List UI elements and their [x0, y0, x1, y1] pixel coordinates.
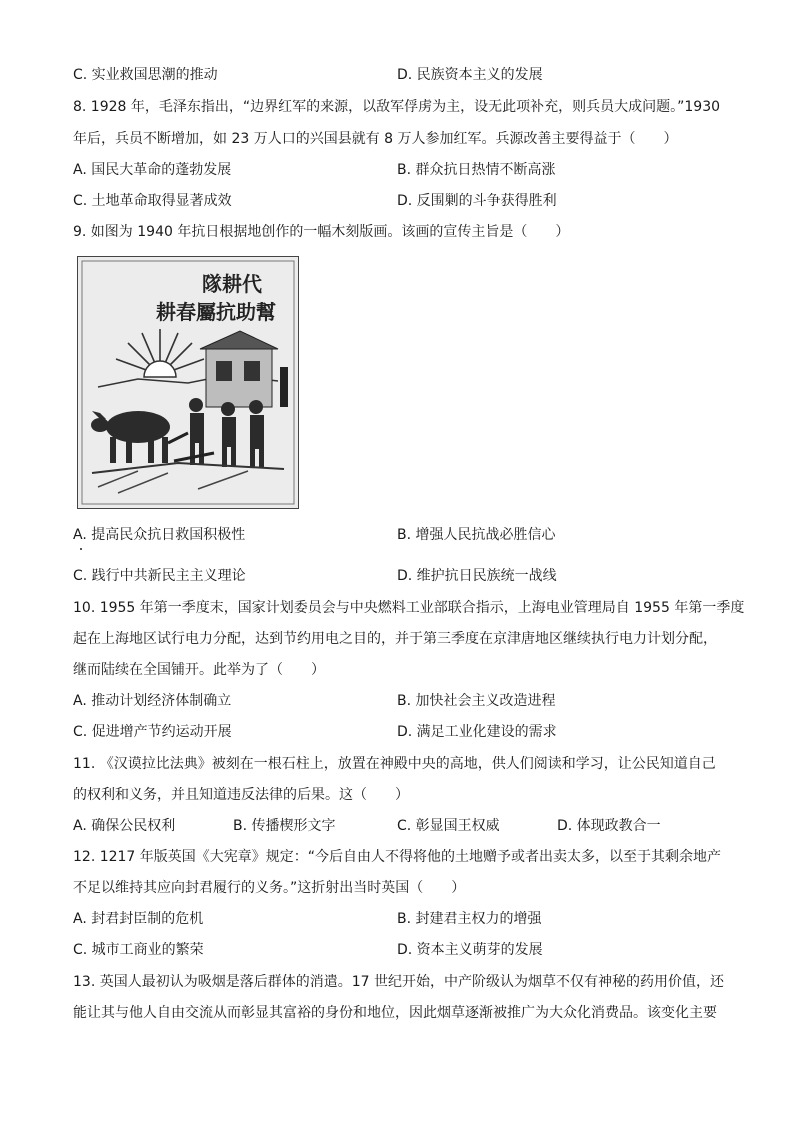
- woodcut-title-line2: 耕春屬抗助幫: [156, 300, 276, 324]
- q8-option-b: B. 群众抗日热情不断高涨: [397, 162, 556, 178]
- q9-option-d: D. 维护抗日民族统一战线: [397, 568, 557, 584]
- q10-option-a: A. 推动计划经济体制确立: [73, 693, 232, 709]
- q10-stem-line3: 继而陆续在全国铺开。此举为了（ ）: [73, 662, 325, 678]
- q11-option-d: D. 体现政教合一: [557, 818, 661, 834]
- q10-stem-line2: 起在上海地区试行电力分配，达到节约用电之目的，并于第三季度在京津唐地区继续执行电力计划分配，: [73, 631, 717, 647]
- scan-speck: [80, 548, 82, 550]
- q11-option-c: C. 彰显国王权威: [397, 818, 500, 834]
- woodcut-title-line1: 隊耕代: [202, 272, 262, 296]
- q7-option-c: C. 实业救国思潮的推动: [73, 67, 218, 83]
- q12-option-a: A. 封君封臣制的危机: [73, 911, 204, 927]
- q10-option-b: B. 加快社会主义改造进程: [397, 693, 556, 709]
- q7-option-d: D. 民族资本主义的发展: [397, 67, 543, 83]
- q10-stem-line1: 10. 1955 年第一季度末，国家计划委员会与中央燃料工业部联合指示，上海电业管理局自 1955 年第一季度: [73, 600, 745, 616]
- q10-option-d: D. 满足工业化建设的需求: [397, 724, 557, 740]
- q10-option-c: C. 促进增产节约运动开展: [73, 724, 232, 740]
- woodcut-print-image: [77, 256, 299, 509]
- q9-stem: 9. 如图为 1940 年抗日根据地创作的一幅木刻版画。该画的宣传主旨是（ ）: [73, 224, 570, 240]
- q12-option-c: C. 城市工商业的繁荣: [73, 942, 204, 958]
- q11-stem-line2: 的权利和义务，并且知道违反法律的后果。这（ ）: [73, 787, 409, 803]
- q8-option-c: C. 土地革命取得显著成效: [73, 193, 232, 209]
- q11-option-b: B. 传播楔形文字: [233, 818, 336, 834]
- q13-stem-line2: 能让其与他人自由交流从而彰显其富裕的身份和地位，因此烟草逐渐被推广为大众化消费品。该变化主要: [73, 1005, 717, 1021]
- q9-option-b: B. 增强人民抗战必胜信心: [397, 527, 556, 543]
- q8-stem-line2: 年后，兵员不断增加，如 23 万人口的兴国县就有 8 万人参加红军。兵源改善主要得益于（ ）: [73, 131, 678, 147]
- q9-option-c: C. 践行中共新民主主义理论: [73, 568, 246, 584]
- q8-stem-line1: 8. 1928 年，毛泽东指出，“边界红军的来源，以敌军俘虏为主，设无此项补充，则兵员大成问题。”1930: [73, 99, 721, 115]
- q12-stem-line1: 12. 1217 年版英国《大宪章》规定：“今后自由人不得将他的土地赠予或者出卖太多，以至于其剩余地产: [73, 849, 722, 865]
- q9-option-a: A. 提高民众抗日救国积极性: [73, 527, 246, 543]
- q8-option-a: A. 国民大革命的蓬勃发展: [73, 162, 232, 178]
- q12-stem-line2: 不足以维持其应向封君履行的义务。”这折射出当时英国（ ）: [73, 880, 466, 896]
- q13-stem-line1: 13. 英国人最初认为吸烟是落后群体的消遣。17 世纪开始，中产阶级认为烟草不仅有神秘的药用价值，还: [73, 974, 724, 990]
- q12-option-b: B. 封建君主权力的增强: [397, 911, 542, 927]
- q11-stem-line1: 11. 《汉谟拉比法典》被刻在一根石柱上，放置在神殿中央的高地，供人们阅读和学习，让公民知道自己: [73, 756, 716, 772]
- q11-option-a: A. 确保公民权利: [73, 818, 176, 834]
- q8-option-d: D. 反围剿的斗争获得胜利: [397, 193, 557, 209]
- q12-option-d: D. 资本主义萌芽的发展: [397, 942, 543, 958]
